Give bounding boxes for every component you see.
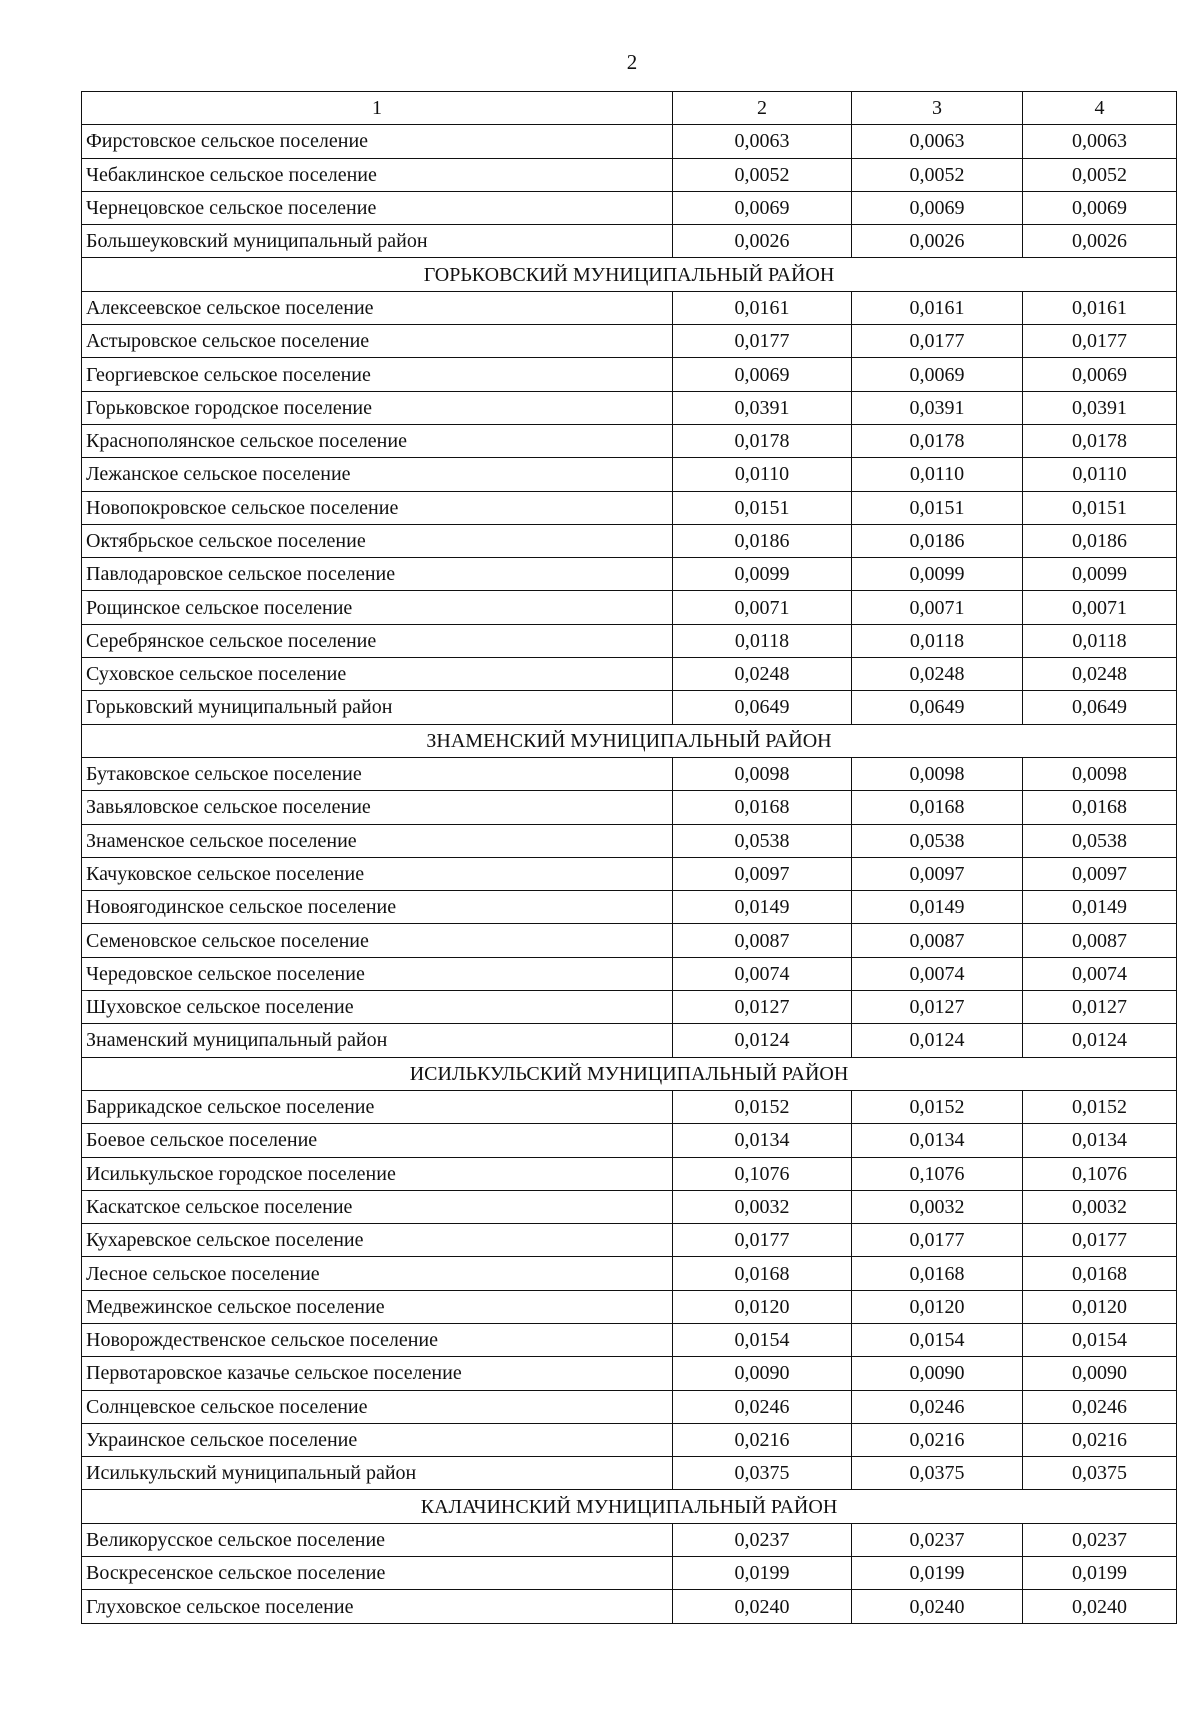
table-row — [82, 325, 1177, 358]
value-col-4: 0,0178 — [1023, 424, 1177, 457]
settlement-name: Бутаковское сельское поселение — [82, 757, 673, 790]
value-col-4: 0,0120 — [1023, 1290, 1177, 1323]
table-row — [82, 1457, 1177, 1490]
section-header-row — [82, 724, 1177, 757]
value-col-2: 0,0240 — [673, 1590, 852, 1623]
value-col-2: 0,0178 — [673, 424, 852, 457]
value-col-3: 0,0178 — [852, 424, 1023, 457]
settlement-name: Новопокровское сельское поселение — [82, 491, 673, 524]
settlement-name: Октябрьское сельское поселение — [82, 524, 673, 557]
settlement-name: Завьяловское сельское поселение — [82, 791, 673, 824]
table-row — [82, 1257, 1177, 1290]
table-row — [82, 1423, 1177, 1456]
value-col-2: 0,0124 — [673, 1024, 852, 1057]
value-col-2: 0,0118 — [673, 624, 852, 657]
table-row — [82, 757, 1177, 790]
table-row — [82, 857, 1177, 890]
value-col-4: 0,0199 — [1023, 1557, 1177, 1590]
value-col-4: 0,0152 — [1023, 1090, 1177, 1123]
value-col-2: 0,0090 — [673, 1357, 852, 1390]
table-row — [82, 1323, 1177, 1356]
value-col-4: 0,0069 — [1023, 191, 1177, 224]
section-header-row — [82, 1057, 1177, 1090]
settlement-name: Исилькульский муниципальный район — [82, 1457, 673, 1490]
table-row — [82, 957, 1177, 990]
column-header: 1 — [82, 92, 673, 125]
value-col-2: 0,0154 — [673, 1323, 852, 1356]
value-col-3: 0,0098 — [852, 757, 1023, 790]
value-col-3: 0,0069 — [852, 191, 1023, 224]
table-row — [82, 225, 1177, 258]
value-col-2: 0,0151 — [673, 491, 852, 524]
value-col-3: 0,0026 — [852, 225, 1023, 258]
value-col-4: 0,0186 — [1023, 524, 1177, 557]
settlement-name: Серебрянское сельское поселение — [82, 624, 673, 657]
value-col-3: 0,0118 — [852, 624, 1023, 657]
value-col-3: 0,0032 — [852, 1190, 1023, 1223]
settlement-name: Кухаревское сельское поселение — [82, 1224, 673, 1257]
value-col-2: 0,0161 — [673, 291, 852, 324]
table-row — [82, 824, 1177, 857]
settlement-name: Семеновское сельское поселение — [82, 924, 673, 957]
table-row — [82, 658, 1177, 691]
value-col-4: 0,0069 — [1023, 358, 1177, 391]
value-col-4: 0,0161 — [1023, 291, 1177, 324]
value-col-4: 0,0118 — [1023, 624, 1177, 657]
value-col-3: 0,0168 — [852, 1257, 1023, 1290]
value-col-3: 0,0199 — [852, 1557, 1023, 1590]
value-col-4: 0,0538 — [1023, 824, 1177, 857]
section-header-row — [82, 1490, 1177, 1523]
column-header: 3 — [852, 92, 1023, 125]
value-col-4: 0,0090 — [1023, 1357, 1177, 1390]
value-col-3: 0,0127 — [852, 991, 1023, 1024]
column-header: 4 — [1023, 92, 1177, 125]
value-col-2: 0,0177 — [673, 325, 852, 358]
value-col-2: 0,0127 — [673, 991, 852, 1024]
value-col-4: 0,0032 — [1023, 1190, 1177, 1223]
value-col-4: 0,0177 — [1023, 325, 1177, 358]
settlement-name: Большеуковский муниципальный район — [82, 225, 673, 258]
table-row — [82, 591, 1177, 624]
settlement-name: Павлодаровское сельское поселение — [82, 558, 673, 591]
settlement-name: Горьковский муниципальный район — [82, 691, 673, 724]
value-col-2: 0,0032 — [673, 1190, 852, 1223]
settlement-name: Медвежинское сельское поселение — [82, 1290, 673, 1323]
value-col-2: 0,0110 — [673, 458, 852, 491]
table-row — [82, 1357, 1177, 1390]
value-col-4: 0,0127 — [1023, 991, 1177, 1024]
table-row — [82, 558, 1177, 591]
settlement-name: Знаменский муниципальный район — [82, 1024, 673, 1057]
settlement-name: Горьковское городское поселение — [82, 391, 673, 424]
value-col-2: 0,0237 — [673, 1523, 852, 1556]
value-col-4: 0,0063 — [1023, 125, 1177, 158]
value-col-3: 0,0538 — [852, 824, 1023, 857]
value-col-3: 0,0375 — [852, 1457, 1023, 1490]
value-col-2: 0,0069 — [673, 191, 852, 224]
table-row — [82, 1390, 1177, 1423]
value-col-3: 0,0177 — [852, 325, 1023, 358]
value-col-4: 0,0052 — [1023, 158, 1177, 191]
table-row — [82, 191, 1177, 224]
value-col-4: 0,0240 — [1023, 1590, 1177, 1623]
value-col-2: 0,0246 — [673, 1390, 852, 1423]
table-row — [82, 1190, 1177, 1223]
table-row — [82, 391, 1177, 424]
value-col-3: 0,0124 — [852, 1024, 1023, 1057]
value-col-4: 0,1076 — [1023, 1157, 1177, 1190]
value-col-3: 0,0248 — [852, 658, 1023, 691]
settlement-name: Лежанское сельское поселение — [82, 458, 673, 491]
table-row — [82, 1290, 1177, 1323]
value-col-4: 0,0134 — [1023, 1124, 1177, 1157]
value-col-3: 0,0134 — [852, 1124, 1023, 1157]
value-col-2: 0,0149 — [673, 891, 852, 924]
value-col-2: 0,0071 — [673, 591, 852, 624]
value-col-2: 0,0120 — [673, 1290, 852, 1323]
value-col-2: 0,0186 — [673, 524, 852, 557]
table-row — [82, 1523, 1177, 1556]
table-row — [82, 1557, 1177, 1590]
value-col-3: 0,0120 — [852, 1290, 1023, 1323]
value-col-3: 0,0097 — [852, 857, 1023, 890]
value-col-3: 0,0246 — [852, 1390, 1023, 1423]
page-number: 2 — [626, 50, 638, 74]
value-col-3: 0,0063 — [852, 125, 1023, 158]
table-row — [82, 1590, 1177, 1623]
value-col-2: 0,0538 — [673, 824, 852, 857]
settlement-name: Баррикадское сельское поселение — [82, 1090, 673, 1123]
value-col-4: 0,0110 — [1023, 458, 1177, 491]
value-col-4: 0,0026 — [1023, 225, 1177, 258]
value-col-4: 0,0098 — [1023, 757, 1177, 790]
section-title: ИСИЛЬКУЛЬСКИЙ МУНИЦИПАЛЬНЫЙ РАЙОН — [82, 1057, 1177, 1090]
value-col-3: 0,0154 — [852, 1323, 1023, 1356]
value-col-4: 0,0151 — [1023, 491, 1177, 524]
value-col-4: 0,0099 — [1023, 558, 1177, 591]
table-row — [82, 158, 1177, 191]
settlement-name: Украинское сельское поселение — [82, 1423, 673, 1456]
settlement-name: Воскресенское сельское поселение — [82, 1557, 673, 1590]
value-col-2: 0,0099 — [673, 558, 852, 591]
value-col-2: 0,0074 — [673, 957, 852, 990]
value-col-3: 0,0649 — [852, 691, 1023, 724]
value-col-3: 0,0151 — [852, 491, 1023, 524]
value-col-2: 0,0134 — [673, 1124, 852, 1157]
table-row — [82, 1157, 1177, 1190]
value-col-4: 0,0237 — [1023, 1523, 1177, 1556]
settlement-name: Знаменское сельское поселение — [82, 824, 673, 857]
settlement-name: Алексеевское сельское поселение — [82, 291, 673, 324]
table-row — [82, 524, 1177, 557]
value-col-4: 0,0097 — [1023, 857, 1177, 890]
value-col-4: 0,0391 — [1023, 391, 1177, 424]
value-col-3: 0,0391 — [852, 391, 1023, 424]
value-col-3: 0,0074 — [852, 957, 1023, 990]
table-row — [82, 491, 1177, 524]
section-title: ГОРЬКОВСКИЙ МУНИЦИПАЛЬНЫЙ РАЙОН — [82, 258, 1177, 291]
table-header-row — [82, 92, 1177, 125]
value-col-2: 0,0069 — [673, 358, 852, 391]
value-col-3: 0,0087 — [852, 924, 1023, 957]
value-col-3: 0,1076 — [852, 1157, 1023, 1190]
value-col-2: 0,0052 — [673, 158, 852, 191]
settlement-name: Суховское сельское поселение — [82, 658, 673, 691]
settlement-name: Солнцевское сельское поселение — [82, 1390, 673, 1423]
table-row — [82, 691, 1177, 724]
value-col-4: 0,0168 — [1023, 1257, 1177, 1290]
value-col-3: 0,0240 — [852, 1590, 1023, 1623]
value-col-3: 0,0052 — [852, 158, 1023, 191]
value-col-3: 0,0149 — [852, 891, 1023, 924]
value-col-2: 0,0248 — [673, 658, 852, 691]
settlement-name: Краснополянское сельское поселение — [82, 424, 673, 457]
value-col-3: 0,0186 — [852, 524, 1023, 557]
value-col-4: 0,0071 — [1023, 591, 1177, 624]
value-col-3: 0,0161 — [852, 291, 1023, 324]
settlement-name: Боевое сельское поселение — [82, 1124, 673, 1157]
settlement-name: Качуковское сельское поселение — [82, 857, 673, 890]
settlement-name: Новоягодинское сельское поселение — [82, 891, 673, 924]
settlement-name: Исилькульское городское поселение — [82, 1157, 673, 1190]
value-col-3: 0,0177 — [852, 1224, 1023, 1257]
value-col-2: 0,0375 — [673, 1457, 852, 1490]
value-col-2: 0,0097 — [673, 857, 852, 890]
settlement-name: Чебаклинское сельское поселение — [82, 158, 673, 191]
value-col-3: 0,0110 — [852, 458, 1023, 491]
table-row — [82, 1224, 1177, 1257]
value-col-3: 0,0099 — [852, 558, 1023, 591]
value-col-2: 0,0168 — [673, 1257, 852, 1290]
table-row — [82, 424, 1177, 457]
table-row — [82, 1124, 1177, 1157]
value-col-2: 0,0152 — [673, 1090, 852, 1123]
value-col-4: 0,0168 — [1023, 791, 1177, 824]
table-row — [82, 924, 1177, 957]
settlement-name: Чернецовское сельское поселение — [82, 191, 673, 224]
settlement-name: Георгиевское сельское поселение — [82, 358, 673, 391]
settlement-name: Глуховское сельское поселение — [82, 1590, 673, 1623]
table-row — [82, 991, 1177, 1024]
value-col-3: 0,0071 — [852, 591, 1023, 624]
value-col-4: 0,0124 — [1023, 1024, 1177, 1057]
settlement-name: Шуховское сельское поселение — [82, 991, 673, 1024]
settlement-name: Первотаровское казачье сельское поселение — [82, 1357, 673, 1390]
section-header-row — [82, 258, 1177, 291]
settlement-name: Каскатское сельское поселение — [82, 1190, 673, 1223]
value-col-4: 0,0149 — [1023, 891, 1177, 924]
value-col-3: 0,0069 — [852, 358, 1023, 391]
settlement-name: Лесное сельское поселение — [82, 1257, 673, 1290]
value-col-3: 0,0216 — [852, 1423, 1023, 1456]
value-col-2: 0,0098 — [673, 757, 852, 790]
value-col-2: 0,0087 — [673, 924, 852, 957]
table-row — [82, 1024, 1177, 1057]
settlement-name: Великорусское сельское поселение — [82, 1523, 673, 1556]
value-col-4: 0,0375 — [1023, 1457, 1177, 1490]
settlement-name: Новорождественское сельское поселение — [82, 1323, 673, 1356]
value-col-2: 0,0649 — [673, 691, 852, 724]
value-col-4: 0,0246 — [1023, 1390, 1177, 1423]
table-row — [82, 125, 1177, 158]
value-col-2: 0,0026 — [673, 225, 852, 258]
value-col-2: 0,0391 — [673, 391, 852, 424]
value-col-2: 0,0216 — [673, 1423, 852, 1456]
section-title: КАЛАЧИНСКИЙ МУНИЦИПАЛЬНЫЙ РАЙОН — [82, 1490, 1177, 1523]
table-row — [82, 791, 1177, 824]
table-row — [82, 1090, 1177, 1123]
value-col-2: 0,1076 — [673, 1157, 852, 1190]
value-col-3: 0,0152 — [852, 1090, 1023, 1123]
table-row — [82, 891, 1177, 924]
settlement-name: Астыровское сельское поселение — [82, 325, 673, 358]
value-col-4: 0,0248 — [1023, 658, 1177, 691]
table-row — [82, 458, 1177, 491]
table-row — [82, 291, 1177, 324]
value-col-4: 0,0177 — [1023, 1224, 1177, 1257]
value-col-3: 0,0168 — [852, 791, 1023, 824]
settlement-name: Рощинское сельское поселение — [82, 591, 673, 624]
value-col-2: 0,0177 — [673, 1224, 852, 1257]
value-col-4: 0,0649 — [1023, 691, 1177, 724]
value-col-4: 0,0074 — [1023, 957, 1177, 990]
settlement-name: Чередовское сельское поселение — [82, 957, 673, 990]
value-col-2: 0,0199 — [673, 1557, 852, 1590]
value-col-2: 0,0168 — [673, 791, 852, 824]
value-col-2: 0,0063 — [673, 125, 852, 158]
value-col-3: 0,0090 — [852, 1357, 1023, 1390]
table-row — [82, 624, 1177, 657]
settlement-name: Фирстовское сельское поселение — [82, 125, 673, 158]
value-col-4: 0,0216 — [1023, 1423, 1177, 1456]
column-header: 2 — [673, 92, 852, 125]
value-col-4: 0,0154 — [1023, 1323, 1177, 1356]
value-col-3: 0,0237 — [852, 1523, 1023, 1556]
data-table — [81, 91, 1177, 1624]
table-row — [82, 358, 1177, 391]
section-title: ЗНАМЕНСКИЙ МУНИЦИПАЛЬНЫЙ РАЙОН — [82, 724, 1177, 757]
value-col-4: 0,0087 — [1023, 924, 1177, 957]
